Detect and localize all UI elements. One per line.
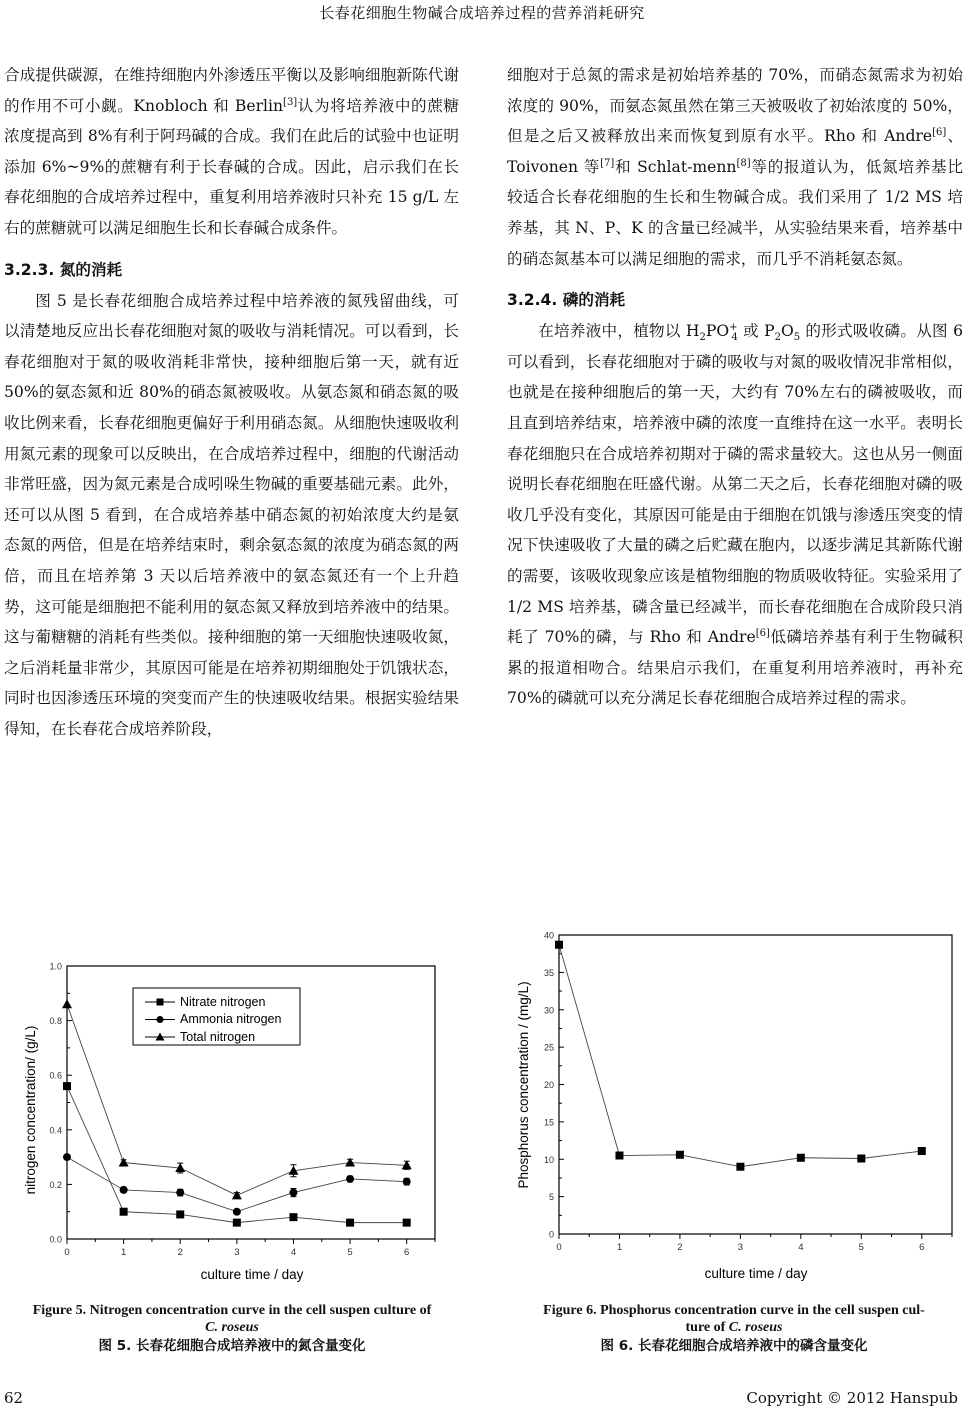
citation-7[interactable]: [7] xyxy=(600,157,615,169)
y-axis-label: nitrogen concentration/ (g/L) xyxy=(23,1025,38,1195)
data-point xyxy=(676,1151,684,1159)
x-tick-label: 2 xyxy=(677,1242,683,1253)
data-point xyxy=(736,1163,744,1171)
chart-legend xyxy=(133,988,300,1045)
x-tick-label: 2 xyxy=(177,1247,183,1258)
series-nitrate-nitrogen xyxy=(63,1082,411,1227)
x-tick-label: 3 xyxy=(737,1242,744,1253)
figure-6-chart xyxy=(490,920,964,1290)
caption-species: C. roseus xyxy=(728,1320,783,1335)
y-tick-label: 0.0 xyxy=(49,1234,62,1245)
data-point xyxy=(62,999,72,1008)
y-tick-label: 35 xyxy=(543,967,554,978)
caption-en: Figure 5. Nitrogen concentration curve in the cell suspen culture of xyxy=(32,1303,432,1318)
series-line xyxy=(559,945,922,1167)
legend-marker-circle xyxy=(157,1016,164,1023)
y-tick-label: 0.2 xyxy=(49,1179,62,1190)
section-heading-3-2-4: 3.2.4. 磷的消耗 xyxy=(507,291,626,310)
superscript: + xyxy=(729,321,738,333)
y-tick-label: 30 xyxy=(543,1005,554,1016)
x-tick-label: 1 xyxy=(120,1247,127,1258)
caption-en-cont: ture of xyxy=(685,1320,729,1335)
y-tick-label: 15 xyxy=(543,1117,554,1128)
data-point xyxy=(403,1219,411,1227)
caption-species: C. roseus xyxy=(205,1320,259,1335)
subscript: 2 xyxy=(774,332,781,344)
y-tick-label: 25 xyxy=(543,1042,554,1053)
text: 在培养液中，植物以 H xyxy=(538,322,700,341)
data-point xyxy=(63,1082,71,1090)
x-tick-label: 5 xyxy=(858,1242,864,1253)
y-tick-label: 5 xyxy=(548,1192,554,1203)
left-column xyxy=(4,60,459,744)
x-tick-label: 4 xyxy=(798,1242,804,1253)
citation-6[interactable]: [6] xyxy=(755,627,770,639)
text: O xyxy=(781,322,794,341)
x-axis-label: culture time / day xyxy=(200,1267,304,1282)
caption-cn: 图 6. 长春花细胞合成培养液中的磷含量变化 xyxy=(600,1338,868,1354)
text: 合成提供碳源，在维持细胞内外渗透压平衡以及影响细胞新陈代谢的作用不可小觑。Knobloch 和 Berlin xyxy=(4,66,459,115)
x-tick-label: 3 xyxy=(234,1247,240,1258)
text: 细胞对于总氮的需求是初始培养基的 70%，而硝态氮需求为初始浓度的 90%，而氨态氮虽然在第三天被吸收了初始浓度的 50%，但是之后又被释放出来而恢复到原有水平。Rho 和 Andre xyxy=(507,66,963,146)
series-ammonia-nitrogen xyxy=(63,1153,411,1216)
legend-label-nitrate: Nitrate nitrogen xyxy=(180,995,266,1009)
data-point xyxy=(918,1147,926,1155)
y-tick-label: 20 xyxy=(543,1080,554,1090)
data-point xyxy=(176,1210,184,1218)
data-point xyxy=(120,1186,128,1194)
caption-en: Figure 6. Phosphorus concentration curve in the cell suspen cul- xyxy=(543,1303,925,1318)
copyright-notice: Copyright © 2012 Hanspub xyxy=(746,1389,958,1407)
x-axis-label: culture time / day xyxy=(704,1266,808,1281)
legend-label-total: Total nitrogen xyxy=(180,1030,256,1044)
data-point xyxy=(289,1213,297,1221)
data-point xyxy=(289,1189,297,1197)
x-tick-label: 6 xyxy=(919,1242,925,1253)
text: 或 P xyxy=(737,322,775,341)
x-tick-label: 0 xyxy=(556,1242,562,1253)
legend-marker-square xyxy=(157,999,164,1006)
figure-5-caption xyxy=(0,1302,464,1356)
data-point xyxy=(403,1178,411,1186)
text: PO xyxy=(705,322,730,341)
text: 、Toivonen 等 xyxy=(507,127,963,176)
x-tick-label: 0 xyxy=(64,1247,70,1258)
data-point xyxy=(232,1190,242,1199)
y-tick-label: 40 xyxy=(543,930,554,941)
data-point xyxy=(119,1158,129,1167)
subscript: 2 xyxy=(699,332,706,344)
data-point xyxy=(857,1155,865,1163)
citation-3[interactable]: [3] xyxy=(283,96,298,108)
text: 低磷培养基有利于生物碱积累的报道相吻合。结果启示我们，在重复利用培养液时，再补充 70%的磷就可以充分满足长春花细胞合成培养过程的需求。 xyxy=(507,628,963,708)
phosphorus-chart-svg xyxy=(490,920,964,1290)
figure-5-chart xyxy=(0,950,470,1290)
data-point xyxy=(555,941,563,949)
paragraph xyxy=(4,60,459,244)
text: 等的报道认为，低氮培养基比较适合长春花细胞的生长和生物碱合成。我们采用了 1/2 MS 培养基，其 N、P、K 的含量已经减半，从实验结果来看，培养基中的硝态氮基本可以满足细胞的需求，而几乎不消耗氨态氮。 xyxy=(507,157,963,268)
x-tick-label: 4 xyxy=(290,1247,297,1258)
data-point xyxy=(63,1153,71,1161)
data-point xyxy=(120,1208,128,1216)
data-point xyxy=(176,1189,184,1197)
right-column xyxy=(507,60,963,714)
citation-8[interactable]: [8] xyxy=(736,157,751,169)
page-number: 62 xyxy=(4,1389,24,1407)
data-point xyxy=(346,1175,354,1183)
running-header: 长春花细胞生物碱合成培养过程的营养消耗研究 xyxy=(319,4,645,22)
plot-frame xyxy=(559,935,952,1234)
data-point xyxy=(233,1208,241,1216)
text: 的形式吸收磷。从图 6 可以看到，长春花细胞对于磷的吸收与对氮的吸收情况非常相似，也就是在接种细胞后的第一天，大约有 70%左右的磷被吸收，而且直到培养结束，培养液中磷的浓度一直维持在这一水平。表明长春花细胞只在合成培养初期对于磷的需求量较大。这也从另一侧面说明长春花细胞在旺盛代谢。从第二天之后，长春花细胞对磷的吸收几乎没有变化，其原因可能是由于细胞在饥饿与渗透压突变的情况下快速吸收了大量的磷之后贮藏在胞内，以逐步满足其新陈代谢的需要，该吸收现象应该是植物细胞的物质吸收特征。实验采用了 1/2 MS 培养基，磷含量已经减半，而长春花细胞在合成阶段只消耗了 70%的磷，与 Rho 和 Andre xyxy=(507,322,963,647)
data-point xyxy=(797,1154,805,1162)
x-tick-label: 5 xyxy=(347,1247,353,1258)
y-tick-label: 0.4 xyxy=(49,1125,62,1136)
x-tick-label: 6 xyxy=(404,1247,410,1258)
y-axis-label: Phosphorus concentration / (mg/L) xyxy=(516,981,531,1189)
y-tick-label: 0 xyxy=(548,1229,554,1240)
text: 认为将培养液中的蔗糖浓度提高到 8%有利于阿玛碱的合成。我们在此后的试验中也证明添加 6%~9%的蔗糖有利于长春碱的合成。因此，启示我们在长春花细胞的合成培养过程中，重复利用培养液时只补充 15 g/L 左右的蔗糖就可以满足细胞生长和长春碱合成条件。 xyxy=(4,96,459,237)
y-tick-label: 1.0 xyxy=(49,961,62,972)
paragraph: 图 5 是长春花细胞合成培养过程中培养液的氮残留曲线，可以清楚地反应出长春花细胞对氮的吸收与消耗情况。可以看到，长春花细胞对于氮的吸收消耗非常快，接种细胞后第一天，就有近 50%的氨态氮和近 80%的硝态氮被吸收。从氨态氮和硝态氮的吸收比例来看，长春花细胞更偏好于利用硝态氮。从细胞快速吸收利用氮元素的现象可以反映出，在合成培养过程中，细胞的代谢活动非常旺盛，因为氮元素是合成吲哚生物碱的重要基础元素。此外，还可以从图 5 看到，在合成培养基中硝态氮的初始浓度大约是氨态氮的两倍，但是在培养结束时，剩余氨态氮的浓度为硝态氮的两倍，而且在培养第 3 天以后培养液中的氨态氮还有一个上升趋势，这可能是细胞把不能利用的氨态氮又释放到培养液中的结果。这与葡糖糖的消耗有些类似。接种细胞的第一天细胞快速吸收氮，之后消耗量非常少，其原因可能是在培养初期细胞处于饥饿状态，同时也因渗透压环境的突变而产生的快速吸收结果。根据实验结果得知，在长春花合成培养阶段， xyxy=(4,291,459,738)
series-line xyxy=(67,1157,407,1212)
y-tick-label: 10 xyxy=(543,1154,554,1165)
paragraph xyxy=(507,316,963,714)
y-tick-label: 0.6 xyxy=(49,1070,62,1081)
y-tick-label: 0.8 xyxy=(49,1016,62,1027)
data-point xyxy=(345,1158,355,1167)
figure-6-caption xyxy=(504,1302,964,1356)
caption-cn: 图 5. 长春花细胞合成培养液中的氮含量变化 xyxy=(98,1338,366,1354)
legend-label-ammonia: Ammonia nitrogen xyxy=(180,1012,282,1026)
citation-6[interactable]: [6] xyxy=(932,127,947,138)
data-point xyxy=(346,1219,354,1227)
paragraph xyxy=(507,60,963,274)
text: 和 Schlat-menn xyxy=(614,157,737,176)
subscript: 5 xyxy=(793,332,801,344)
nitrogen-chart-svg xyxy=(0,950,470,1290)
section-heading-3-2-3: 3.2.3. 氮的消耗 xyxy=(4,260,123,279)
data-point xyxy=(615,1152,623,1160)
series-phosphorus xyxy=(555,941,926,1171)
subscript: 4 xyxy=(731,332,738,344)
data-point xyxy=(233,1219,241,1227)
series-line xyxy=(67,1086,407,1223)
x-tick-label: 1 xyxy=(616,1242,623,1253)
